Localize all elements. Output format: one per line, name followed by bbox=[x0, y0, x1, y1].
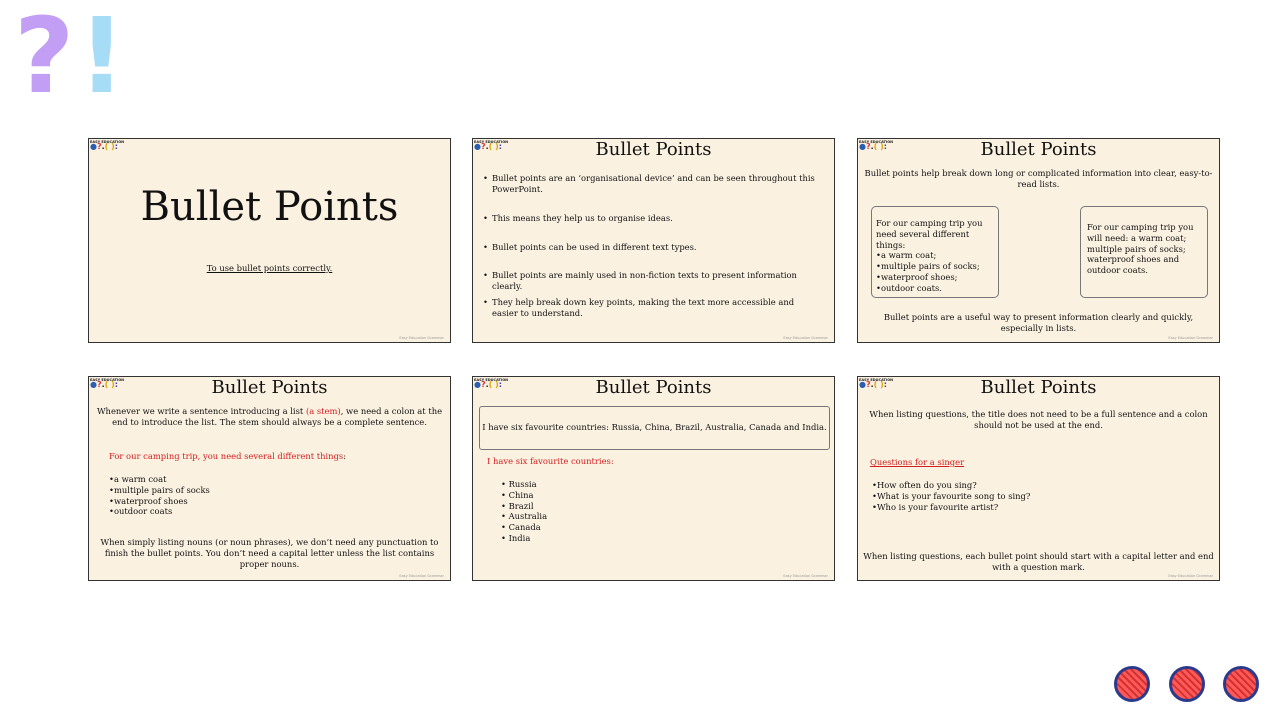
list-item: •multiple pairs of socks bbox=[109, 484, 210, 495]
bullet-item: • Bullet points are an ‘organisational device’ and can be seen throughout this PowerPoint. bbox=[483, 173, 815, 194]
slide-title: Bullet Points bbox=[980, 139, 1097, 160]
bullet-list-box bbox=[871, 206, 999, 298]
list-item: •a warm coat; bbox=[876, 250, 937, 261]
slide-note: When simply listing nouns (or noun phrases), we don’t need any punctuation to finish the bullet points. You don’t need a capital letter unless the list contains proper nouns. bbox=[100, 537, 439, 569]
easy-education-logo: EASY EDUCATION ●?.( ): bbox=[474, 378, 509, 389]
slide-thumbnail-1[interactable] bbox=[88, 138, 451, 343]
learning-objective: To use bullet points correctly. bbox=[206, 263, 333, 273]
list-item: •outdoor coats. bbox=[876, 282, 942, 293]
question-mark-decoration: ? bbox=[14, 0, 75, 117]
slide-footer: Easy Education Grammar bbox=[399, 574, 444, 578]
slide-footer: Easy Education Grammar bbox=[399, 336, 444, 340]
list-item: •waterproof shoes bbox=[109, 495, 188, 506]
slide-footer: Easy Education Grammar bbox=[1168, 336, 1213, 340]
list-item: •multiple pairs of socks; bbox=[876, 261, 980, 272]
slide-title: Bullet Points bbox=[595, 377, 712, 398]
slide-conclusion: Bullet points are a useful way to present information clearly and quickly, especially in lists. bbox=[883, 312, 1194, 333]
list-item: •How often do you sing? bbox=[872, 480, 977, 490]
example-stem: For our camping trip, you need several different things: bbox=[109, 451, 347, 461]
easy-education-logo: EASY EDUCATION ●?.( ): bbox=[474, 140, 509, 151]
slide-footer: Easy Education Grammar bbox=[783, 336, 828, 340]
slide-thumbnail-5[interactable] bbox=[472, 376, 835, 581]
bullet-item: • Bullet points are mainly used in non-fiction texts to present information clearly. bbox=[483, 270, 797, 291]
red-chip-decoration bbox=[1169, 666, 1205, 702]
list-heading: Questions for a singer bbox=[870, 457, 965, 467]
bullet-item: • Bullet points can be used in different text types. bbox=[483, 242, 697, 252]
list-stem: I have six favourite countries: bbox=[487, 456, 614, 466]
list-item: •a warm coat bbox=[109, 474, 167, 484]
slide-thumbnail-2[interactable] bbox=[472, 138, 835, 343]
list-item: • China bbox=[501, 489, 534, 500]
red-chip-decoration bbox=[1114, 666, 1150, 702]
slide-thumbnail-6[interactable] bbox=[857, 376, 1220, 581]
prose-box: For our camping trip you will need: a warm coat; multiple pairs of socks; waterproof shoes and outdoor coats. bbox=[1080, 206, 1208, 298]
list-item: • Brazil bbox=[501, 500, 534, 511]
list-item: •Who is your favourite artist? bbox=[872, 501, 999, 512]
slide-thumbnail-3[interactable] bbox=[857, 138, 1220, 343]
list-stem: For our camping trip you need several different things: bbox=[876, 218, 983, 250]
slide-title: Bullet Points bbox=[211, 377, 328, 398]
slide-title: Bullet Points bbox=[140, 184, 399, 230]
easy-education-logo: EASY EDUCATION ●?.( ): bbox=[90, 140, 125, 151]
list-item: •outdoor coats bbox=[109, 506, 173, 517]
slide-note: When listing questions, each bullet point should start with a capital letter and end with a question mark. bbox=[863, 551, 1214, 572]
slide-intro: When listing questions, the title does not need to be a full sentence and a colon should not be used at the end. bbox=[869, 409, 1208, 430]
red-chip-decoration bbox=[1223, 666, 1259, 702]
sentence-box: I have six favourite countries: Russia, China, Brazil, Australia, Canada and India. bbox=[479, 406, 830, 450]
slide-intro: Bullet points help break down long or complicated information into clear, easy-to-read lists. bbox=[864, 168, 1213, 189]
slide-thumbnail-4[interactable] bbox=[88, 376, 451, 581]
easy-education-logo: EASY EDUCATION ●?.( ): bbox=[859, 140, 894, 151]
slide-footer: Easy Education Grammar bbox=[1168, 574, 1213, 578]
list-item: •What is your favourite song to sing? bbox=[872, 490, 1031, 501]
list-item: • Canada bbox=[501, 522, 541, 533]
exclamation-mark-decoration: ! bbox=[78, 0, 126, 117]
slide-footer: Easy Education Grammar bbox=[783, 574, 828, 578]
bullet-item: • They help break down key points, making the text more accessible and easier to understand. bbox=[483, 297, 795, 318]
slide-intro: Whenever we write a sentence introducing a list (a stem), we need a colon at the end to introduce the list. The stem should always be a complete sentence. bbox=[96, 406, 443, 427]
list-item: • Russia bbox=[501, 479, 537, 489]
list-item: • India bbox=[501, 532, 531, 543]
list-item: • Australia bbox=[501, 511, 548, 522]
easy-education-logo: EASY EDUCATION ●?.( ): bbox=[859, 378, 894, 389]
slide-title: Bullet Points bbox=[595, 139, 712, 160]
slide-title: Bullet Points bbox=[980, 377, 1097, 398]
list-item: •waterproof shoes; bbox=[876, 271, 958, 282]
bullet-item: • This means they help us to organise ideas. bbox=[483, 213, 673, 223]
easy-education-logo: EASY EDUCATION ●?.( ): bbox=[90, 378, 125, 389]
